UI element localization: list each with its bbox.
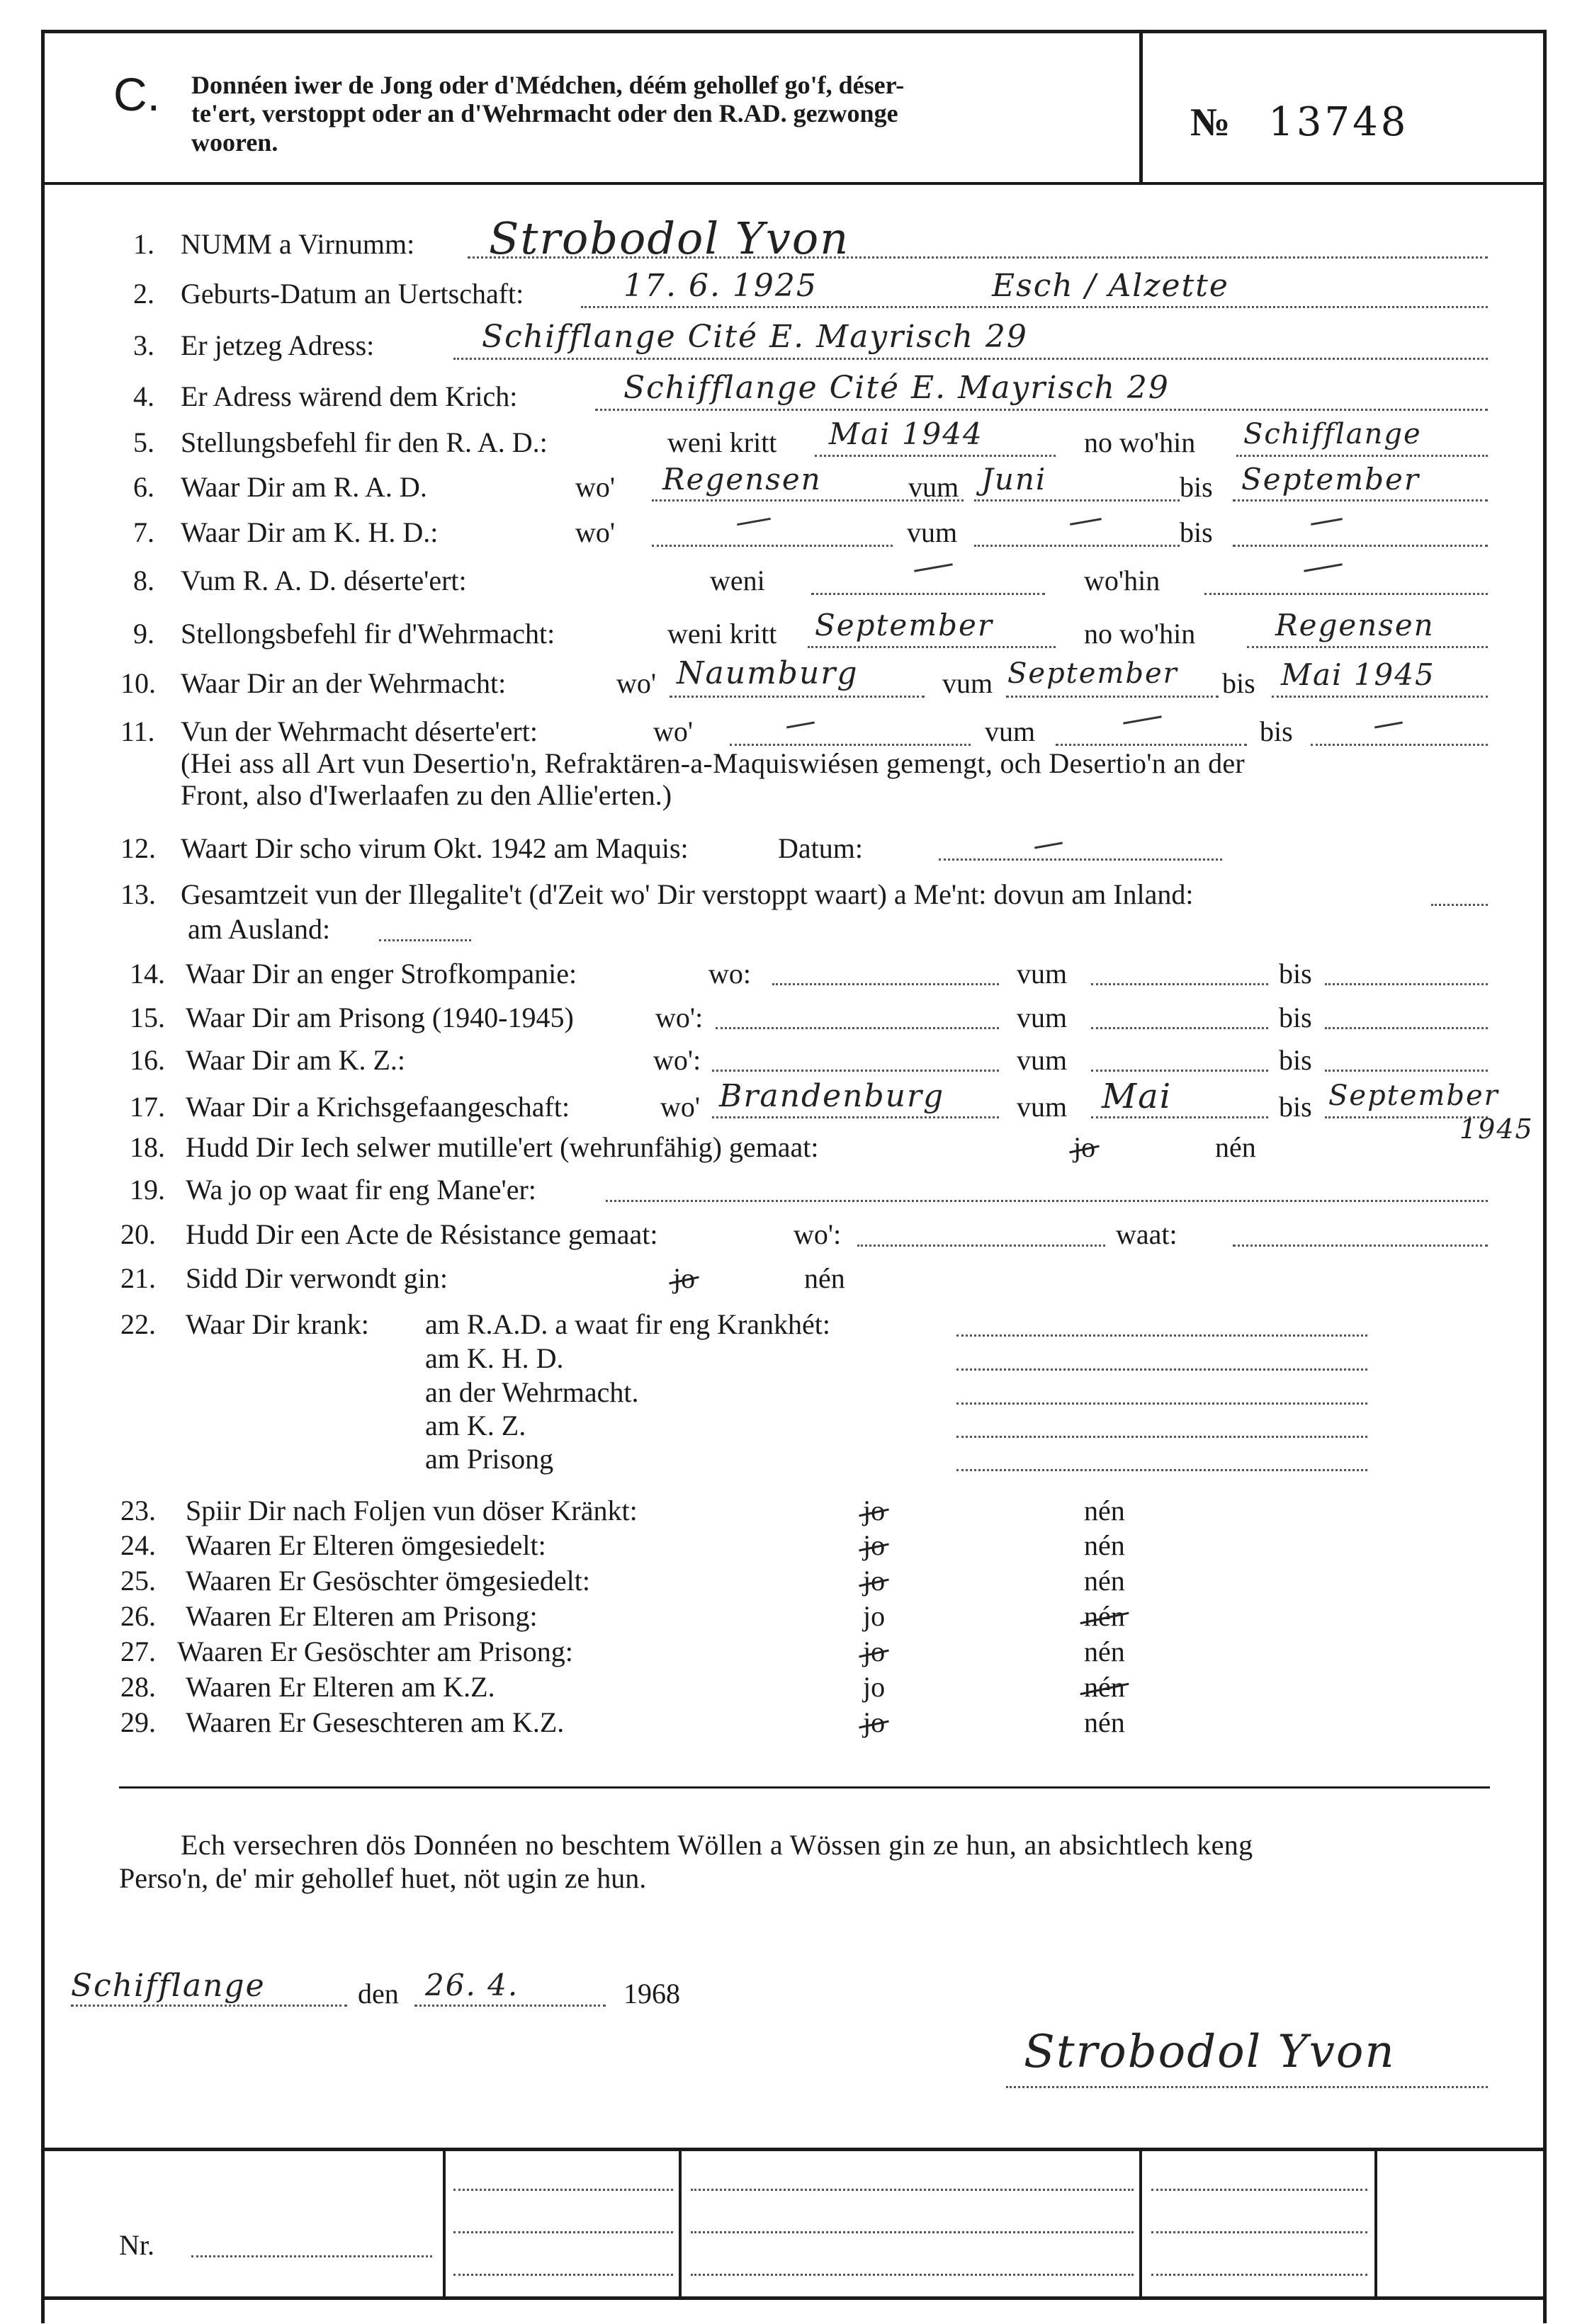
signature-date: 26. 4. bbox=[425, 1968, 519, 2002]
row2-place: Esch / Alzette bbox=[992, 268, 1229, 304]
row7-vum-field bbox=[974, 545, 1180, 547]
footer-col-3 bbox=[1139, 2148, 1142, 2300]
row24-jo-struck: jo bbox=[863, 1529, 886, 1561]
row14-wo-field bbox=[772, 983, 999, 985]
row5-label: Stellungsbefehl fir den R. A. D.: bbox=[181, 426, 548, 458]
row9-where-label: no wo'hin bbox=[1084, 618, 1196, 650]
row26-label: Waaren Er Elteren am Prisong: bbox=[186, 1600, 538, 1632]
row14-bis-label: bis bbox=[1279, 958, 1312, 990]
row8-where-field bbox=[1204, 593, 1488, 595]
row16-vum-label: vum bbox=[1017, 1044, 1068, 1076]
row20-waat-label: waat: bbox=[1116, 1218, 1177, 1250]
footer-cell-2c bbox=[691, 2274, 1134, 2276]
right-border bbox=[1543, 30, 1547, 2323]
row8-when-label: weni bbox=[710, 565, 765, 596]
row18-nen: nén bbox=[1215, 1131, 1256, 1163]
footer-cell-1b bbox=[453, 2231, 673, 2233]
row15-bis-label: bis bbox=[1279, 1002, 1312, 1033]
row17-vum-field bbox=[1091, 1116, 1268, 1118]
row11-bis-label: bis bbox=[1260, 715, 1293, 747]
row14-label: Waar Dir an enger Strofkompanie: bbox=[186, 958, 577, 990]
row6-vum-field bbox=[974, 499, 1180, 501]
row12-date-field bbox=[939, 858, 1222, 861]
row17-wo-label: wo' bbox=[660, 1091, 701, 1123]
row9-when-value: September bbox=[815, 608, 993, 642]
row4-value: Schifflange Cité E. Mayrisch 29 bbox=[623, 370, 1170, 406]
row7-wo-field bbox=[652, 545, 893, 547]
number-value: 13748 bbox=[1268, 99, 1409, 145]
row6-label: Waar Dir am R. A. D. bbox=[181, 471, 427, 503]
row10-vum-label: vum bbox=[942, 667, 993, 699]
row19-label: Wa jo op waat fir eng Mane'er: bbox=[186, 1174, 536, 1206]
signature-place-field bbox=[71, 2005, 347, 2007]
row20-number: 20. bbox=[120, 1218, 156, 1250]
row22-label: Waar Dir krank: bbox=[186, 1308, 369, 1340]
row21-jo-struck: jo bbox=[673, 1262, 696, 1294]
header-divider bbox=[1139, 30, 1143, 182]
row17-number: 17. bbox=[130, 1091, 165, 1123]
row15-vum-field bbox=[1091, 1027, 1268, 1029]
row7-wo-label: wo' bbox=[575, 516, 616, 548]
row16-label: Waar Dir am K. Z.: bbox=[186, 1044, 405, 1076]
row10-label: Waar Dir an der Wehrmacht: bbox=[181, 667, 507, 699]
left-border bbox=[41, 30, 45, 2323]
row10-bis-label: bis bbox=[1222, 667, 1255, 699]
row6-bis-label: bis bbox=[1180, 471, 1213, 503]
row11-bis-dash bbox=[1374, 722, 1403, 729]
row5-when-label: weni kritt bbox=[667, 426, 777, 458]
signature-field bbox=[1006, 2086, 1488, 2088]
row7-bis-field bbox=[1233, 545, 1488, 547]
row28-jo: jo bbox=[863, 1671, 886, 1703]
signature-den-label: den bbox=[358, 1978, 399, 2010]
row7-label: Waar Dir am K. H. D.: bbox=[181, 516, 439, 548]
row11-note-line1: (Hei ass all Art vun Desertio'n, Refraktären-a-Maquiswiésen gemengt, och Desertio'n an der bbox=[181, 747, 1246, 779]
row5-where-field bbox=[1236, 455, 1488, 457]
header-bottom-rule bbox=[41, 182, 1547, 185]
row13-inland-field bbox=[1431, 904, 1488, 906]
row10-wo-field bbox=[670, 696, 925, 698]
row11-number: 11. bbox=[120, 715, 155, 747]
footer-cell-3c bbox=[1151, 2274, 1367, 2276]
row8-when-field bbox=[811, 593, 1045, 595]
row11-vum-label: vum bbox=[985, 715, 1036, 747]
row27-label: Waaren Er Gesöschter am Prisong: bbox=[177, 1636, 573, 1667]
row11-label: Vun der Wehrmacht déserte'ert: bbox=[181, 715, 538, 747]
row24-label: Waaren Er Elteren ömgesiedelt: bbox=[186, 1529, 546, 1561]
row18-number: 18. bbox=[130, 1131, 165, 1163]
row10-wo-value: Naumburg bbox=[677, 655, 859, 691]
header-title-line2: te'ert, verstoppt oder an d'Wehrmacht oder den R.AD. gezwonge bbox=[191, 99, 898, 128]
row4-label: Er Adress wärend dem Krich: bbox=[181, 380, 518, 412]
row6-wo-value: Regensen bbox=[662, 462, 822, 497]
footer-cell-3a bbox=[1151, 2189, 1367, 2191]
row27-nen: nén bbox=[1084, 1636, 1125, 1667]
row9-number: 9. bbox=[133, 618, 154, 650]
header-title-line3: wooren. bbox=[191, 127, 278, 157]
row15-wo-label: wo': bbox=[655, 1002, 704, 1033]
row10-bis-value: Mai 1945 bbox=[1281, 657, 1435, 692]
row5-when-value: Mai 1944 bbox=[829, 416, 983, 451]
row9-label: Stellongsbefehl fir d'Wehrmacht: bbox=[181, 618, 555, 650]
row5-when-field bbox=[815, 455, 1056, 457]
row6-bis-field bbox=[1233, 499, 1488, 501]
row4-number: 4. bbox=[133, 380, 154, 412]
declaration-line1: Ech versechren dös Donnéen no beschtem Wöllen a Wössen gin ze hun, an absichtlech keng bbox=[181, 1829, 1253, 1861]
row27-number: 27. bbox=[120, 1636, 156, 1667]
row4-field bbox=[595, 409, 1488, 411]
row1-number: 1. bbox=[133, 228, 154, 260]
declaration-rule bbox=[119, 1786, 1490, 1789]
row7-number: 7. bbox=[133, 516, 154, 548]
footer-bottom-rule bbox=[41, 2296, 1547, 2300]
row11-wo-dash bbox=[786, 722, 815, 729]
declaration-line2: Perso'n, de' mir gehollef huet, nöt ugin ze hun. bbox=[119, 1862, 647, 1894]
footer-col-1 bbox=[443, 2148, 446, 2300]
row22-number: 22. bbox=[120, 1308, 156, 1340]
row12-label: Waart Dir scho virum Okt. 1942 am Maquis: bbox=[181, 832, 689, 864]
row25-nen: nén bbox=[1084, 1565, 1125, 1597]
row21-nen: nén bbox=[804, 1262, 845, 1294]
row26-jo: jo bbox=[863, 1600, 886, 1632]
row22-sub3-field bbox=[956, 1402, 1367, 1405]
row11-bis-field bbox=[1311, 744, 1488, 746]
row12-date-dash bbox=[1034, 842, 1063, 849]
row11-vum-dash bbox=[1123, 715, 1162, 725]
row12-date-label: Datum: bbox=[778, 832, 863, 864]
row8-when-dash bbox=[914, 563, 953, 572]
row3-label: Er jetzeg Adress: bbox=[181, 329, 375, 361]
row11-note-line2: Front, also d'Iwerlaafen zu den Allie'erten.) bbox=[181, 779, 672, 811]
row9-when-field bbox=[808, 646, 1056, 648]
row28-number: 28. bbox=[120, 1671, 156, 1703]
row17-bis-label: bis bbox=[1279, 1091, 1312, 1123]
footer-cell-2a bbox=[691, 2189, 1134, 2191]
row13-ausland-field bbox=[379, 939, 471, 941]
row7-vum-label: vum bbox=[907, 516, 958, 548]
footer-nr-label: Nr. bbox=[119, 2229, 154, 2261]
row6-vum-value: Juni bbox=[981, 462, 1047, 497]
row15-label: Waar Dir am Prisong (1940-1945) bbox=[186, 1002, 574, 1033]
row16-bis-label: bis bbox=[1279, 1044, 1312, 1076]
row26-nen-struck: nén bbox=[1084, 1600, 1125, 1632]
row18-label: Hudd Dir Iech selwer mutille'ert (wehrunfähig) gemaat: bbox=[186, 1131, 819, 1163]
row28-nen-struck: nén bbox=[1084, 1671, 1125, 1703]
footer-col-4 bbox=[1374, 2148, 1377, 2300]
row2-number: 2. bbox=[133, 278, 154, 310]
footer-cell-1c bbox=[453, 2274, 673, 2276]
row19-number: 19. bbox=[130, 1174, 165, 1206]
row17-wo-value: Brandenburg bbox=[719, 1078, 945, 1114]
row3-value: Schifflange Cité E. Mayrisch 29 bbox=[482, 319, 1028, 355]
row17-vum-label: vum bbox=[1017, 1091, 1068, 1123]
top-border bbox=[41, 30, 1547, 33]
row2-field bbox=[581, 306, 1488, 308]
header-title-line1: Donnéen iwer de Jong oder d'Médchen, déém gehollef go'f, déser- bbox=[191, 71, 905, 99]
row26-number: 26. bbox=[120, 1600, 156, 1632]
row22-sub5-field bbox=[956, 1469, 1367, 1471]
row17-vum-value: Mai bbox=[1102, 1077, 1173, 1116]
row18-jo-struck: jo bbox=[1073, 1131, 1096, 1163]
row13-label-line2: am Ausland: bbox=[188, 913, 331, 945]
footer-col-2 bbox=[679, 2148, 682, 2300]
signature-date-field bbox=[414, 2005, 606, 2007]
row3-field bbox=[453, 358, 1488, 360]
row10-number: 10. bbox=[120, 667, 156, 699]
row23-label: Spiir Dir nach Foljen vun döser Kränkt: bbox=[186, 1495, 638, 1526]
row14-vum-field bbox=[1091, 983, 1268, 985]
footer-top-rule bbox=[41, 2148, 1547, 2151]
footer-cell-3b bbox=[1151, 2231, 1367, 2233]
row25-jo-struck: jo bbox=[863, 1565, 886, 1597]
signature-name: Strobodol Yvon bbox=[1024, 2026, 1396, 2078]
row23-number: 23. bbox=[120, 1495, 156, 1526]
row1-label: NUMM a Virnumm: bbox=[181, 228, 415, 260]
header-title bbox=[191, 71, 1126, 157]
row27-jo-struck: jo bbox=[863, 1636, 886, 1667]
row8-label: Vum R. A. D. déserte'ert: bbox=[181, 565, 467, 596]
row16-wo-label: wo': bbox=[653, 1044, 701, 1076]
row22-sub4: am K. Z. bbox=[425, 1410, 526, 1441]
row22-sub2-field bbox=[956, 1368, 1367, 1371]
row10-wo-label: wo' bbox=[616, 667, 657, 699]
row16-bis-field bbox=[1325, 1070, 1488, 1072]
record-number bbox=[1190, 99, 1408, 145]
row22-sub5: am Prisong bbox=[425, 1443, 554, 1475]
row20-label: Hudd Dir een Acte de Résistance gemaat: bbox=[186, 1218, 658, 1250]
row2-label: Geburts-Datum an Uertschaft: bbox=[181, 278, 524, 310]
row6-vum-label: vum bbox=[908, 471, 959, 503]
row15-bis-field bbox=[1325, 1027, 1488, 1029]
row28-label: Waaren Er Elteren am K.Z. bbox=[186, 1671, 495, 1703]
row20-wo-label: wo': bbox=[794, 1218, 842, 1250]
row11-wo-label: wo' bbox=[653, 715, 694, 747]
row17-wo-field bbox=[712, 1116, 999, 1118]
row15-number: 15. bbox=[130, 1002, 165, 1033]
row24-number: 24. bbox=[120, 1529, 156, 1561]
row29-label: Waaren Er Geseschteren am K.Z. bbox=[186, 1706, 565, 1738]
row9-where-field bbox=[1247, 646, 1488, 648]
row23-nen: nén bbox=[1084, 1495, 1125, 1526]
number-symbol: № bbox=[1190, 101, 1231, 144]
row22-sub2: am K. H. D. bbox=[425, 1342, 564, 1374]
row2-date: 17. 6. 1925 bbox=[623, 268, 818, 304]
row10-bis-field bbox=[1272, 696, 1488, 698]
row22-sub4-field bbox=[956, 1436, 1367, 1438]
row20-waat-field bbox=[1233, 1245, 1488, 1247]
row9-where-value: Regensen bbox=[1275, 608, 1435, 642]
row10-vum-field bbox=[1006, 696, 1219, 698]
row5-number: 5. bbox=[133, 426, 154, 458]
footer-nr-field bbox=[191, 2255, 432, 2257]
row21-number: 21. bbox=[120, 1262, 156, 1294]
row5-where-value: Schifflange bbox=[1243, 418, 1422, 450]
signature-year: 1968 bbox=[623, 1978, 680, 2010]
row15-vum-label: vum bbox=[1017, 1002, 1068, 1033]
row24-nen: nén bbox=[1084, 1529, 1125, 1561]
row25-label: Waaren Er Gesöschter ömgesiedelt: bbox=[186, 1565, 590, 1597]
row29-number: 29. bbox=[120, 1706, 156, 1738]
row22-sub1: am R.A.D. a waat fir eng Krankhét: bbox=[425, 1308, 831, 1340]
row20-wo-field bbox=[857, 1245, 1105, 1247]
row14-number: 14. bbox=[130, 958, 165, 990]
row21-label: Sidd Dir verwondt gin: bbox=[186, 1262, 448, 1294]
row29-nen: nén bbox=[1084, 1706, 1125, 1738]
row19-field bbox=[606, 1200, 1488, 1202]
row6-number: 6. bbox=[133, 471, 154, 503]
row22-sub3: an der Wehrmacht. bbox=[425, 1376, 639, 1408]
row5-where-label: no wo'hin bbox=[1084, 426, 1196, 458]
row12-number: 12. bbox=[120, 832, 156, 864]
row8-where-dash bbox=[1304, 563, 1343, 572]
row13-number: 13. bbox=[120, 878, 156, 910]
row16-number: 16. bbox=[130, 1044, 165, 1076]
footer-cell-1a bbox=[453, 2189, 673, 2191]
row17-bis-value: September bbox=[1328, 1079, 1499, 1112]
row29-jo-struck: jo bbox=[863, 1706, 886, 1738]
row23-jo-struck: jo bbox=[863, 1495, 886, 1526]
row3-number: 3. bbox=[133, 329, 154, 361]
row7-vum-dash bbox=[1070, 518, 1102, 526]
row14-wo-label: wo: bbox=[708, 958, 751, 990]
row14-bis-field bbox=[1325, 983, 1488, 985]
row10-vum-value: September bbox=[1007, 657, 1178, 690]
row16-vum-field bbox=[1091, 1070, 1268, 1072]
row17-bis-year: 1945 bbox=[1459, 1113, 1534, 1145]
row8-where-label: wo'hin bbox=[1084, 565, 1160, 596]
row9-when-label: weni kritt bbox=[667, 618, 777, 650]
row16-wo-field bbox=[712, 1070, 999, 1072]
row1-value: Strobodol Yvon bbox=[489, 212, 850, 264]
header-letter: C. bbox=[113, 68, 160, 120]
row17-label: Waar Dir a Krichsgefaangeschaft: bbox=[186, 1091, 570, 1123]
row25-number: 25. bbox=[120, 1565, 156, 1597]
row11-wo-field bbox=[730, 744, 971, 746]
row14-vum-label: vum bbox=[1017, 958, 1068, 990]
row7-bis-label: bis bbox=[1180, 516, 1213, 548]
footer-cell-2b bbox=[691, 2231, 1134, 2233]
signature-place: Schifflange bbox=[71, 1968, 266, 2004]
row13-label-line1: Gesamtzeit vun der Illegalite't (d'Zeit wo' Dir verstoppt waart) a Me'nt: dovun am Inland: bbox=[181, 878, 1194, 910]
row11-vum-field bbox=[1056, 744, 1247, 746]
row6-wo-label: wo' bbox=[575, 471, 616, 503]
row8-number: 8. bbox=[133, 565, 154, 596]
row7-bis-dash bbox=[1311, 518, 1343, 526]
row7-wo-dash bbox=[737, 518, 771, 526]
row6-bis-value: September bbox=[1241, 462, 1420, 497]
row15-wo-field bbox=[716, 1027, 999, 1029]
row22-sub1-field bbox=[956, 1334, 1367, 1337]
